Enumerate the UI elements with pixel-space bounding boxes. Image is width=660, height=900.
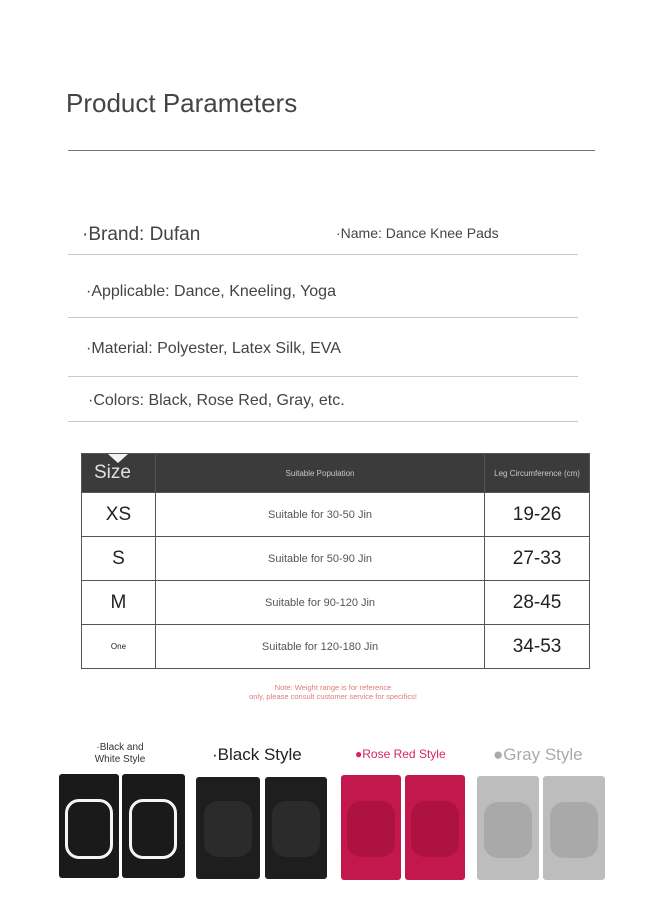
table-row xyxy=(82,493,590,537)
style-label-line: White Style xyxy=(94,754,146,765)
population-cell: Suitable for 30-50 Jin xyxy=(155,493,484,537)
cushion xyxy=(550,802,598,858)
style-label-black: ·Black Style xyxy=(212,745,302,764)
knee-pad xyxy=(341,775,401,880)
param-divider xyxy=(68,376,578,377)
param-divider xyxy=(68,254,578,255)
leg-cell: 34-53 xyxy=(485,625,590,669)
size-table-header xyxy=(82,454,590,493)
style-label-line: ·Black and xyxy=(96,742,144,753)
note-line: only, please consult customer service for specifics! xyxy=(249,692,417,701)
cushion-outline xyxy=(129,799,177,859)
title-divider xyxy=(68,150,595,151)
param-divider xyxy=(68,317,578,318)
weight-note xyxy=(218,683,448,701)
leg-cell: 27-33 xyxy=(485,537,590,581)
knee-pad xyxy=(196,777,260,879)
population-cell: Suitable for 50-90 Jin xyxy=(155,537,484,581)
size-cell: One xyxy=(82,625,156,669)
cushion xyxy=(484,802,532,858)
knee-pad xyxy=(477,776,539,880)
cushion xyxy=(204,801,252,857)
param-applicable: ·Applicable: Dance, Kneeling, Yoga xyxy=(86,283,336,300)
style-label-gray: ●Gray Style xyxy=(493,745,583,764)
header-size: Size xyxy=(82,454,156,493)
size-table xyxy=(81,453,590,669)
param-material: ·Material: Polyester, Latex Silk, EVA xyxy=(86,340,341,357)
size-cell: S xyxy=(82,537,156,581)
knee-pad xyxy=(405,775,465,880)
knee-pad xyxy=(59,774,119,878)
header-leg: Leg Circumference (cm) xyxy=(485,454,590,493)
size-cell: XS xyxy=(82,493,156,537)
knee-pad xyxy=(543,776,605,880)
param-name: ·Name: Dance Knee Pads xyxy=(336,225,499,241)
style-label-rose-red: ●Rose Red Style xyxy=(355,747,446,761)
table-row xyxy=(82,581,590,625)
knee-pad xyxy=(265,777,327,879)
leg-cell: 28-45 xyxy=(485,581,590,625)
param-colors: ·Colors: Black, Rose Red, Gray, etc. xyxy=(88,392,345,409)
param-divider xyxy=(68,421,578,422)
table-row xyxy=(82,537,590,581)
note-line: Note: Weight range is for reference xyxy=(274,683,392,692)
table-row xyxy=(82,625,590,669)
leg-cell: 19-26 xyxy=(485,493,590,537)
knee-pad xyxy=(122,774,185,878)
size-cell: M xyxy=(82,581,156,625)
population-cell: Suitable for 120-180 Jin xyxy=(155,625,484,669)
cushion xyxy=(411,801,459,857)
population-cell: Suitable for 90-120 Jin xyxy=(155,581,484,625)
header-population: Suitable Population xyxy=(155,454,484,493)
param-brand: ·Brand: Dufan xyxy=(82,224,201,245)
style-label-black-white xyxy=(90,742,150,766)
cushion-outline xyxy=(65,799,113,859)
cushion xyxy=(272,801,320,857)
cushion xyxy=(347,801,395,857)
page-title: Product Parameters xyxy=(66,88,298,118)
